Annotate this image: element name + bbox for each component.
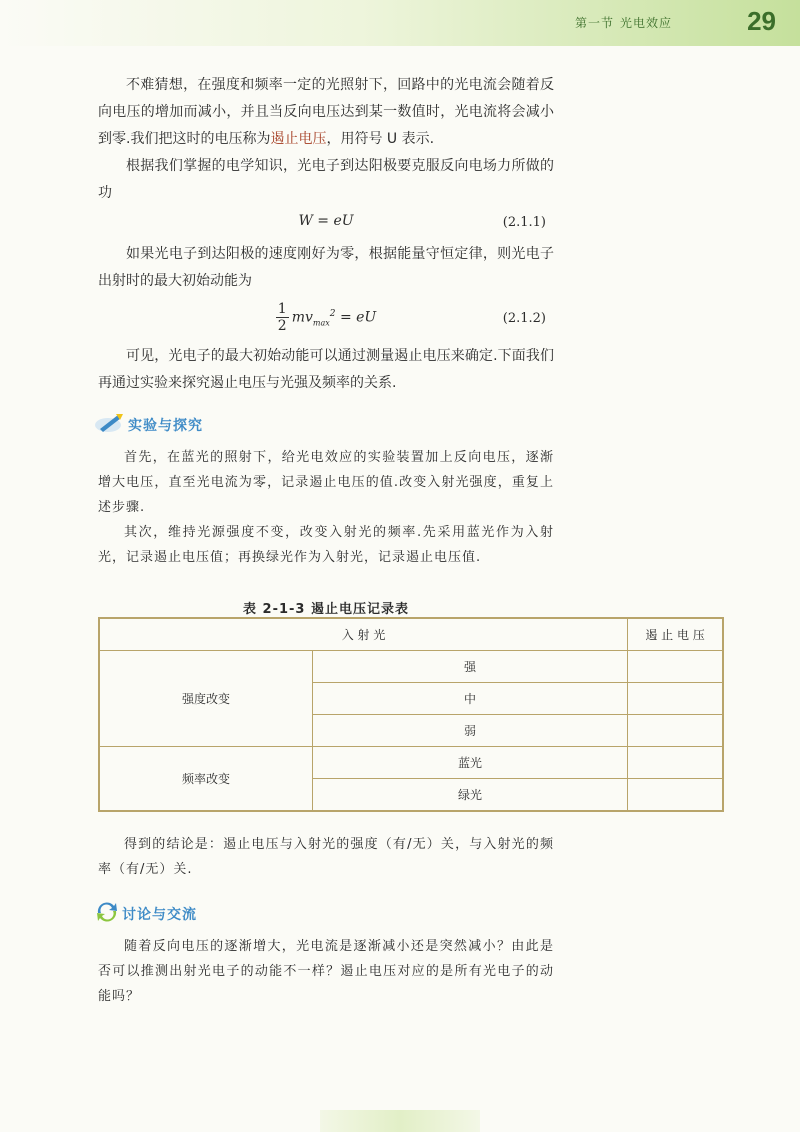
bottom-decoration	[320, 1110, 480, 1132]
experiment-heading	[94, 411, 554, 439]
equation-body: W = eU	[298, 213, 354, 229]
p1-text-b: ，用符号 U 表示.	[326, 131, 435, 147]
paragraph-work: 根据我们掌握的电学知识，光电子到达阳极要克服反向电场力所做的功	[98, 158, 554, 201]
voltage-cell	[628, 747, 723, 779]
section-title: 光电效应	[619, 16, 672, 30]
paragraph-energy: 如果光电子到达阳极的速度刚好为零，根据能量守恒定律，则光电子出射时的最大初始动能为	[98, 246, 554, 289]
table-header-row	[99, 618, 723, 651]
section-header	[569, 14, 672, 31]
equation-2-1-2	[98, 297, 554, 341]
row-label: 强	[313, 651, 628, 683]
fraction: $\frac{1}{2}$	[277, 301, 287, 334]
p1-text-a: 不难猜想，在强度和频率一定的光照射下，回路中的光电流会随着反向电压的增加而减小，并且当反向电压达到某一数值时，光电流将会减小到零.我们把这时的电压称为	[98, 77, 554, 147]
paragraph-conclusion-intro: 可见，光电子的最大初始动能可以通过测量遏止电压来确定.下面我们再通过实验来探究遏止电压与光强及频率的关系.	[98, 348, 554, 391]
header-incident-light: 入 射 光	[99, 618, 628, 651]
row-label: 中	[313, 683, 628, 715]
row-label: 蓝光	[313, 747, 628, 779]
equation-2-1-1	[98, 209, 554, 239]
table-row	[99, 747, 723, 779]
discussion-arrows-icon	[94, 899, 120, 929]
group-label-frequency: 频率改变	[99, 747, 313, 812]
stopping-voltage-table	[98, 617, 724, 812]
main-content	[98, 72, 554, 629]
voltage-cell	[628, 715, 723, 747]
table-row	[99, 651, 723, 683]
table-title: 表 2-1-3 遏止电压记录表	[243, 602, 409, 617]
voltage-cell	[628, 779, 723, 812]
voltage-cell	[628, 683, 723, 715]
discussion-heading	[94, 900, 554, 928]
discussion-block	[98, 900, 554, 1009]
row-label: 绿光	[313, 779, 628, 812]
page-number: 29	[747, 6, 776, 36]
experiment-heading-label: 实验与探究	[128, 418, 203, 434]
equation-number: (2.1.2)	[502, 311, 546, 326]
group-label-intensity: 强度改变	[99, 651, 313, 747]
equation-number: (2.1.1)	[502, 215, 546, 230]
row-label: 弱	[313, 715, 628, 747]
telescope-icon	[94, 411, 126, 439]
discussion-heading-label: 讨论与交流	[122, 907, 197, 923]
experiment-step-1: 首先，在蓝光的照射下，给光电效应的实验装置加上反向电压，逐渐增大电压，直至光电流为零，记录遏止电压的值.改变入射光强度，重复上述步骤.	[98, 450, 554, 515]
equation-body: $\frac{1}{2}$ $mv_{max}^2$ = eU	[277, 301, 377, 334]
conclusion-text: 得到的结论是：遏止电压与入射光的强度（有/无）关，与入射光的频率（有/无）关.	[98, 837, 554, 877]
voltage-cell	[628, 651, 723, 683]
section-number: 第一节	[574, 16, 614, 30]
discussion-text: 随着反向电压的逐渐增大，光电流是逐渐减小还是突然减小？由此是否可以推测出射光电子的动能不一样？遏止电压对应的是所有光电子的动能吗？	[98, 939, 554, 1004]
header-stopping-voltage: 遏 止 电 压	[628, 618, 723, 651]
term-stopping-voltage: 遏止电压	[270, 131, 327, 147]
conclusion-block	[98, 832, 554, 882]
experiment-step-2: 其次，维持光源强度不变，改变入射光的频率.先采用蓝光作为入射光，记录遏止电压值；再换绿光作为入射光，记录遏止电压值.	[98, 525, 554, 565]
paragraph-stopping-voltage	[98, 72, 554, 153]
header-band	[0, 0, 800, 46]
